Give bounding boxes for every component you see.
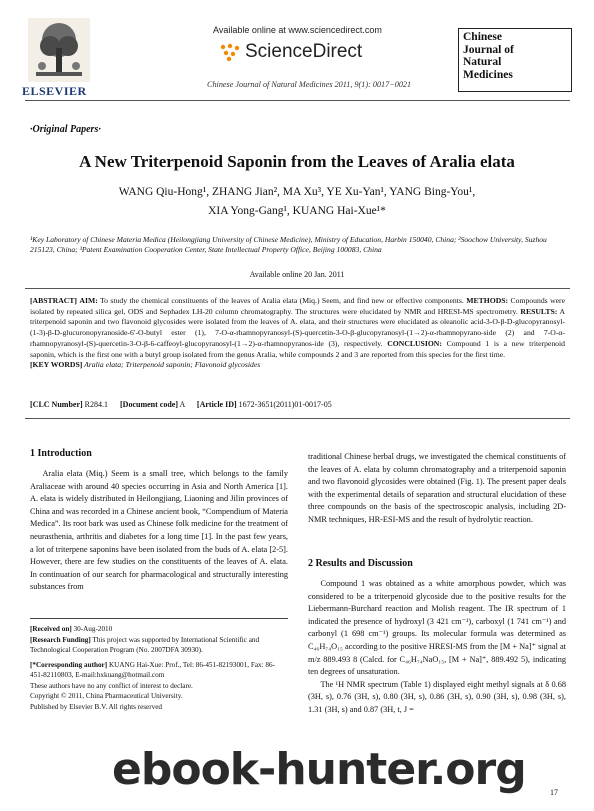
classification-line (30, 400, 332, 409)
right-paragraph-3: The ¹H NMR spectrum (Table 1) displayed eight methyl signals at δ 0.68 (3H, s), 0.76 (3H, s), 0.80 (3H, s), 0.86 (3H, s), 0.90 (3H, s), 0.98 (3H, s), 1.31 (3H, s) and 0.87 (3H, t, J = (308, 679, 566, 714)
received-date: 30-Aug-2010 (71, 625, 113, 633)
article-title: A New Triterpenoid Saponin from the Leaves of Aralia elata (79, 152, 515, 171)
journal-box-line: Chinese (463, 31, 502, 43)
intro-paragraph: Aralia elata (Miq.) Seem is a small tree, which belongs to the family Araliaceae with around 40 species occurring in Asia and North America [1]. A. elata is widely distributed in Heilongjiang, Liaoning and Jilin provinces of China and was recorded in a Chinese ancient book, “Compendium of Materia Medica”. Its root bark was used as Chinese folk medicine for the treatment of neurasthenia, arthritis and diabetes for a long time [1]. In the past few years, a lot of triterpene saponins have been isolated from the buds of A. elata [2-5]. However, there are few studies on the constituents of the leaves of A. elata. In continuation of our search for pharmacological and structurally interesting substances from (30, 469, 288, 592)
journal-name-box (458, 28, 572, 92)
article-id-label: [Article ID] (196, 400, 237, 409)
journal-box-line: Journal of (463, 43, 514, 56)
aim-label: AIM: (79, 296, 98, 305)
available-online-date: Available online 20 Jan. 2011 (249, 270, 345, 279)
abstract-bottom-rule (25, 418, 570, 419)
right-paragraph-2: Compound 1 was obtained as a white amorphous powder, which was considered to be a triterpenoid glycoside due to the positive results for the Liebermann-Burchard reaction and Molish reagent. The IR spectrum of 1 indicated the presence of hydroxyl (3 421 cm⁻¹), carboxyl (1 741 cm⁻¹) and carbonyl (1 698 cm⁻¹) groups. Its molecular formula was determined as C₄₆H₇₄O₁₅ according to the positive HRESI-MS from the [M + Na]⁺ signal at m/z 889.493 8 (Calcd. for C₄₆H₇₄NaO₁₅, [M + Na]⁺, 889.492 5), indicating ten degrees of unsaturation. (308, 579, 566, 677)
article-id-value: 1672-3651(2011)01-0017-05 (236, 400, 332, 409)
affiliations: ¹Key Laboratory of Chinese Materia Medica (Heilongjiang University of Chinese Medicine), Ministry of Education, Harbin 150040, China; ²Soochow University, Suzhou 215123, China; ³Patent Examination Cooperation Center, State Intellectual Property Office, Beijing 100083, China (30, 235, 547, 254)
methods-label: METHODS: (466, 296, 509, 305)
journal-box-line: Natural (463, 56, 502, 68)
published-line: Published by Elsevier B.V. All rights reserved (30, 702, 163, 711)
conflict-statement: These authors have no any conflict of interest to declare. (30, 681, 193, 690)
corresponding-author-label: [*Corresponding author] (30, 660, 108, 669)
copyright-line: Copyright © 2011, China Pharmaceutical University. (30, 692, 183, 700)
watermark: ebook-hunter.org (112, 744, 526, 795)
results-text: A triterpenoid saponin and two flavonoid glycosides were isolated from the leaves of A. elata, and their structures were elucidated as oleanolic acid-3-O-β-D-glucopyranosyl-(1-3)-β-D-glucuronopyranoside-6′-O-butyl ester (1), 7-O-α-rhamnopyranosyl-(S)-quercetin-3-O-β-glucopyranosyl-(1→2)-α-rhamnopyrano-side (2) and 7-O-α-rhamnopyranosyl-(S)-quercetin-3-O-β-6-caffeoyl-glucopyranosyl-(1→2)-α-rhamnopyranos-ide (3), respectively. (30, 306, 566, 348)
conclusion-label: CONCLUSION: (387, 338, 442, 348)
intro-column (30, 468, 288, 594)
abstract-block (30, 296, 565, 371)
abstract-label: [ABSTRACT] (30, 296, 77, 305)
elsevier-tree-logo-icon (28, 18, 90, 82)
aim-text: To study the chemical constituents of the leaves of Aralia elata (Miq.) Seem, and find new or effective components. (97, 296, 464, 305)
intro-heading: 1 Introduction (30, 448, 92, 459)
footnotes (30, 624, 288, 712)
page-number: 17 (550, 788, 558, 797)
available-online-text: Available online at www.sciencedirect.com (213, 25, 382, 35)
header-divider (25, 100, 570, 101)
keywords-text: Aralia elata; Triterpenoid saponin; Flavonoid glycosides (82, 360, 261, 370)
corresponding-author-text: KUANG Hai-Xue: Prof., Tel: 86-451-82193001, Fax: 86- 451-82110803, E-mail:hxkuang@hotmail.com (30, 660, 275, 679)
results-heading: 2 Results and Discussion (308, 558, 413, 569)
journal-box-line: Medicines (463, 68, 513, 81)
doc-code-label: [Document code] (120, 400, 178, 409)
sciencedirect-wordmark: ScienceDirect (245, 41, 363, 62)
received-label: [Received on] (30, 625, 72, 633)
journal-citation-line: Chinese Journal of Natural Medicines 2011, 9(1): 0017−0021 (207, 80, 412, 89)
methods-text: Compounds were isolated by repeated silica gel, ODS and Sephadex LH-20 column chromatography. The structures were elucidated by NMR and HRESI-MS spectrometry. (30, 296, 566, 316)
publisher-name: ELSEVIER (22, 84, 87, 98)
section-tag: ·Original Papers· (30, 124, 101, 135)
results-label: RESULTS: (520, 306, 558, 316)
footnote-rule (30, 618, 288, 619)
sciencedirect-logo-icon (218, 42, 242, 62)
funding-label: [Research Funding] (30, 635, 91, 644)
authors-line-2: XIA Yong-Gang¹, KUANG Hai-Xue¹* (208, 205, 386, 217)
keywords-label: [KEY WORDS] (30, 360, 83, 370)
right-column-bottom (308, 578, 566, 717)
clc-value: R284.1 (82, 400, 109, 409)
authors-line-1: WANG Qiu-Hong¹, ZHANG Jian², MA Xu³, YE Xu-Yan¹, YANG Bing-You¹, (118, 186, 476, 198)
right-column-top (308, 451, 566, 527)
doc-code-value: A (178, 400, 185, 409)
abstract-top-rule (25, 288, 570, 289)
funding-text: This project was supported by International Scientific and Technological Cooperation Program (No. 2007DFA 30930). (30, 635, 260, 654)
clc-label: [CLC Number] (30, 400, 83, 409)
conclusion-text: Compound 1 is a new triterpenoid saponin, which is the first one with a butyl group isolated from the genus Aralia, while compounds 2 and 3 are reported from this species for the first time. (30, 338, 565, 359)
right-paragraph-1: traditional Chinese herbal drugs, we investigated the chemical constituents of the leaves of A. elata by column chromatography and a triterpenoid saponin and two flavonoid glycosides were obtained (Fig. 1). The present paper deals with the experimental details of separation and structural elucidation of these three compounds on the basis of the spectroscopic analysis, including 2D-NMR techniques, HR-ESI-MS and the result of hydrolytic reaction. (308, 452, 566, 524)
